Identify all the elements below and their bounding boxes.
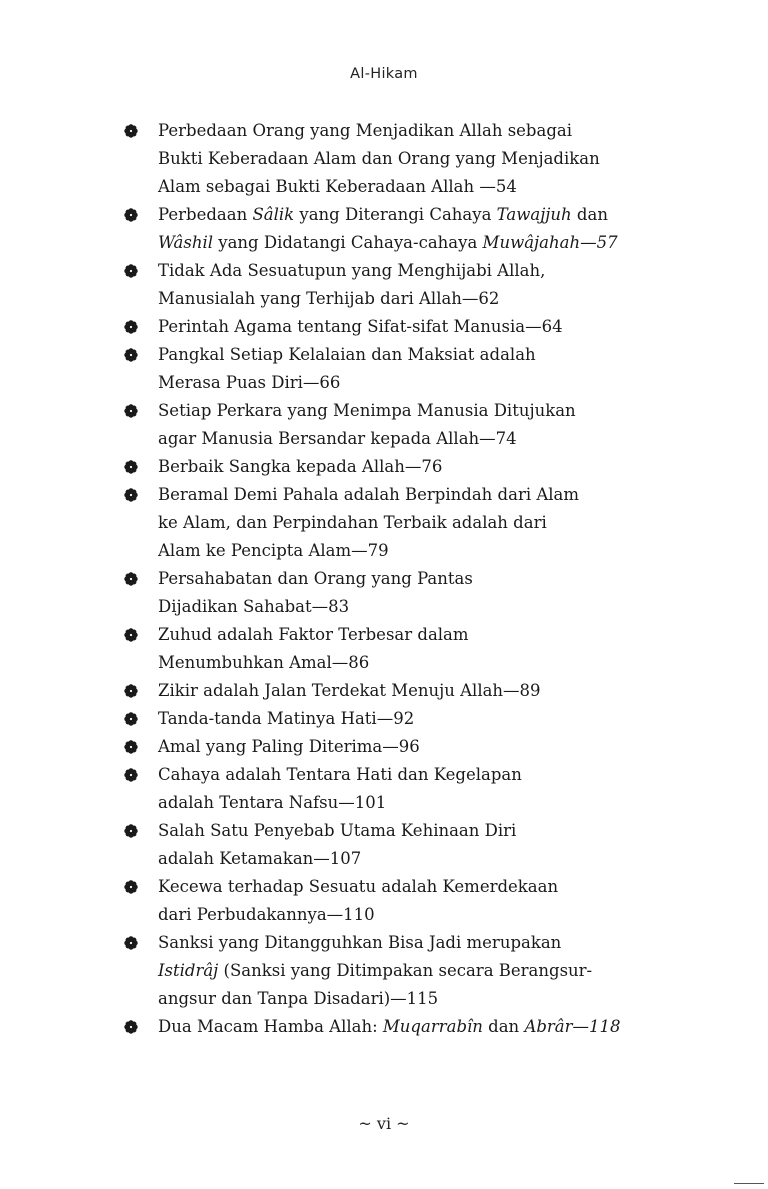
toc-entry-italic-text: Sâlik (252, 205, 295, 224)
flower-bullet-icon (124, 712, 138, 726)
toc-entry-text: Tidak Ada Sesuatupun yang Menghijabi Allah, (158, 261, 546, 280)
toc-entry-line (158, 957, 668, 985)
toc-entry (0, 397, 768, 453)
toc-entry-line (158, 565, 668, 593)
toc-entry-line (158, 509, 668, 537)
toc-entry-text: adalah Ketamakan—107 (158, 849, 362, 868)
flower-bullet-icon (124, 572, 138, 586)
toc-entry-italic-text: Istidrâj (158, 961, 219, 980)
flower-bullet-icon (124, 628, 138, 642)
toc-entry-italic-text: Abrâr—118 (524, 1017, 621, 1036)
flower-bullet-icon (124, 348, 138, 362)
toc-entry-text: dan (571, 205, 608, 224)
page-number: ~ vi ~ (358, 1114, 410, 1133)
toc-entry-line (158, 705, 668, 733)
toc-entry-text: ke Alam, dan Perpindahan Terbaik adalah dari (158, 513, 547, 532)
flower-bullet-icon (124, 488, 138, 502)
toc-entry (0, 453, 768, 481)
toc-entry-text: dari Perbudakannya—110 (158, 905, 375, 924)
toc-entry-text: (Sanksi yang Ditimpakan secara Berangsur- (218, 961, 593, 980)
flower-bullet-icon (124, 404, 138, 418)
toc-entry-text: Dua Macam Hamba Allah: (158, 1017, 383, 1036)
toc-entry-line (158, 929, 668, 957)
toc-entry-line (158, 789, 668, 817)
toc-entry-line (158, 397, 668, 425)
toc-entry (0, 929, 768, 1013)
flower-bullet-icon (124, 124, 138, 138)
toc-entry (0, 257, 768, 313)
flower-bullet-icon (124, 684, 138, 698)
toc-entry-text: Sanksi yang Ditangguhkan Bisa Jadi merupakan (158, 933, 562, 952)
toc-entry-text: dan (482, 1017, 525, 1036)
toc-entry-italic-text: Tawajjuh (496, 205, 572, 224)
toc-entry-line (158, 117, 668, 145)
toc-entry (0, 1013, 768, 1041)
toc-entry-text: Amal yang Paling Diterima—96 (158, 737, 420, 756)
toc-entry-line (158, 257, 668, 285)
toc-entry-line (158, 733, 668, 761)
toc-entry-line (158, 173, 668, 201)
flower-bullet-icon (124, 824, 138, 838)
toc-entry-text: Pangkal Setiap Kelalaian dan Maksiat adalah (158, 345, 536, 364)
toc-entry-italic-text: Wâshil (158, 233, 214, 252)
toc-entry-text: Zuhud adalah Faktor Terbesar dalam (158, 625, 469, 644)
toc-entry-text: Merasa Puas Diri—66 (158, 373, 341, 392)
flower-bullet-icon (124, 1020, 138, 1034)
toc-entry-line (158, 985, 668, 1013)
toc-entry (0, 677, 768, 705)
toc-entry-text: agar Manusia Bersandar kepada Allah—74 (158, 429, 517, 448)
toc-entry-text: Perbedaan (158, 205, 253, 224)
toc-entry-line (158, 845, 668, 873)
toc-entry (0, 733, 768, 761)
toc-entry-text: Perbedaan Orang yang Menjadikan Allah sebagai (158, 121, 572, 140)
toc-entry-text: Alam ke Pencipta Alam—79 (158, 541, 389, 560)
toc-entry-line (158, 817, 668, 845)
toc-entry-line (158, 1013, 668, 1041)
toc-entry-text: Bukti Keberadaan Alam dan Orang yang Menjadikan (158, 149, 600, 168)
toc-entry-text: Cahaya adalah Tentara Hati dan Kegelapan (158, 765, 522, 784)
toc-entry-line (158, 341, 668, 369)
toc-entry-line (158, 453, 668, 481)
toc-entry-line (158, 537, 668, 565)
flower-bullet-icon (124, 936, 138, 950)
toc-entry-text: Zikir adalah Jalan Terdekat Menuju Allah—89 (158, 681, 541, 700)
toc-entry-italic-text: Muqarrabîn (382, 1017, 483, 1036)
toc-entry (0, 341, 768, 397)
flower-bullet-icon (124, 740, 138, 754)
toc-entry (0, 761, 768, 817)
toc-entry (0, 621, 768, 677)
running-head-title: Al-Hikam (350, 66, 418, 82)
toc-entry-text: angsur dan Tanpa Disadari)—115 (158, 989, 439, 1008)
toc-entry-line (158, 145, 668, 173)
toc-entry (0, 817, 768, 873)
toc-entry-text: Alam sebagai Bukti Keberadaan Allah — (158, 177, 496, 196)
toc-entry-text: Kecewa terhadap Sesuatu adalah Kemerdekaan (158, 877, 559, 896)
toc-entry-line (158, 201, 668, 229)
toc-entry-line (158, 677, 668, 705)
toc-entry-text: Dijadikan Sahabat—83 (158, 597, 350, 616)
toc-entry-line (158, 873, 668, 901)
flower-bullet-icon (124, 320, 138, 334)
toc-entry (0, 201, 768, 257)
toc-entry-line (158, 901, 668, 929)
toc-entry-line (158, 761, 668, 789)
toc-entry (0, 705, 768, 733)
toc-entry-text: Perintah Agama tentang Sifat-sifat Manusia—64 (158, 317, 563, 336)
toc-entry (0, 117, 768, 201)
flower-bullet-icon (124, 460, 138, 474)
toc-entry-text: Berbaik Sangka kepada Allah—76 (158, 457, 443, 476)
toc-entry-line (158, 481, 668, 509)
toc-entry-text: Menumbuhkan Amal—86 (158, 653, 370, 672)
toc-entry-text: Salah Satu Penyebab Utama Kehinaan Diri (158, 821, 517, 840)
table-of-contents (0, 117, 768, 1041)
toc-entry-text: yang Diterangi Cahaya (294, 205, 497, 224)
toc-entry (0, 565, 768, 621)
toc-entry-text: 54 (495, 177, 517, 196)
toc-entry-line (158, 313, 668, 341)
toc-entry-line (158, 369, 668, 397)
toc-entry-text: adalah Tentara Nafsu—101 (158, 793, 387, 812)
toc-entry (0, 313, 768, 341)
toc-entry-text: yang Didatangi Cahaya-cahaya (213, 233, 483, 252)
toc-entry-text: Beramal Demi Pahala adalah Berpindah dari Alam (158, 485, 580, 504)
flower-bullet-icon (124, 264, 138, 278)
toc-entry-line (158, 593, 668, 621)
flower-bullet-icon (124, 880, 138, 894)
toc-entry (0, 873, 768, 929)
toc-entry-line (158, 425, 668, 453)
toc-entry-text: Persahabatan dan Orang yang Pantas (158, 569, 473, 588)
toc-entry (0, 481, 768, 565)
toc-entry-italic-text: Muwâjahah—57 (482, 233, 618, 252)
toc-entry-text: Setiap Perkara yang Menimpa Manusia Ditujukan (158, 401, 576, 420)
corner-rule (734, 1183, 764, 1184)
flower-bullet-icon (124, 208, 138, 222)
toc-entry-line (158, 621, 668, 649)
toc-entry-line (158, 229, 668, 257)
toc-entry-line (158, 285, 668, 313)
flower-bullet-icon (124, 768, 138, 782)
toc-entry-line (158, 649, 668, 677)
toc-entry-text: Tanda-tanda Matinya Hati—92 (158, 709, 415, 728)
toc-entry-text: Manusialah yang Terhijab dari Allah—62 (158, 289, 500, 308)
